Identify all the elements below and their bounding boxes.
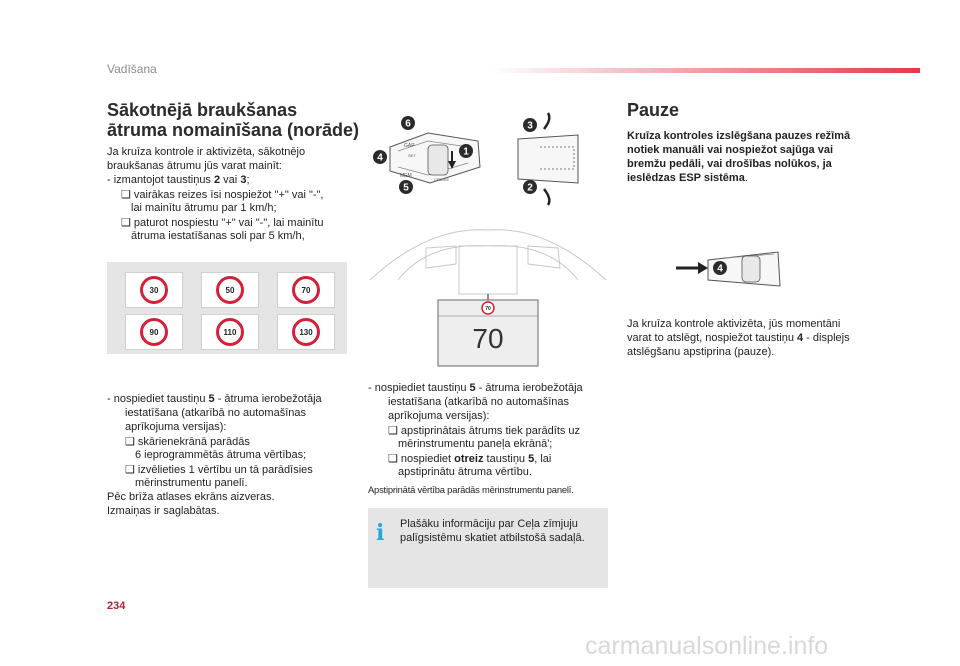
speed-sign-tile: [201, 272, 259, 308]
bullet-cont: iestatīšana (atkarībā no automašīnas: [125, 407, 306, 419]
display-speed-value: 70: [472, 323, 504, 354]
bullet-cont: iestatīšana (atkarībā no automašīnas: [388, 396, 569, 408]
watermark: carmanualsonline.info: [585, 632, 829, 660]
stalk-left-view: [390, 133, 480, 183]
speed-limit-sign-90: 90: [140, 318, 168, 346]
speed-limit-sign-50: 50: [216, 276, 244, 304]
svg-text:4: 4: [717, 263, 723, 275]
sub-bullet: ❑ izvēlieties 1 vērtību un tā parādīsies: [125, 464, 313, 476]
info-line: Plašāku informāciju par Ceļa zīmjuju: [400, 518, 578, 530]
bold-line: Kruīza kontroles izslēgšana pauzes režīmā: [627, 130, 851, 142]
para-line: varat to atslēgt, nospiežot taustiņu 4 - displejs: [627, 332, 850, 344]
bold-line: bremžu pedāli, vai drošības nolūkos, ja: [627, 158, 832, 170]
bold-line: ieslēdzas ESP sistēma.: [627, 172, 748, 184]
sub-bullet-cont: lai mainītu ātrumu par 1 km/h;: [131, 202, 277, 214]
sub-bullet-cont: mērinstrumentu paneļa ekrānā';: [398, 438, 553, 450]
callout-6: [401, 116, 415, 130]
speed-limit-sign-110: 110: [216, 318, 244, 346]
bold-line: notiek manuāli vai nospiežot sajūga vai: [627, 144, 834, 156]
sub-bullet: ❑ apstiprinātais ātrums tiek parādīts uz: [388, 425, 581, 437]
callout-1: [459, 144, 473, 158]
cruise-stalk-illustration: [368, 105, 608, 213]
callout-4: [373, 150, 387, 164]
closing-line: Izmaiņas ir saglabātas.: [107, 505, 220, 517]
para-line: Ja kruīza kontrole aktivizēta, jūs momentāni: [627, 318, 841, 330]
svg-text:4: 4: [377, 152, 383, 164]
speed-limit-sign-130: 130: [292, 318, 320, 346]
info-line: palīgsistēmu skatiet atbilstošā sadaļā.: [400, 532, 585, 544]
sub-bullet-cont: apstiprinātu ātruma vērtību.: [398, 466, 532, 478]
left-title-line2: ātruma nomainīšana (norāde): [107, 120, 360, 140]
svg-text:6: 6: [405, 118, 411, 130]
note-text: Apstiprinātā vērtība parādās mērinstrumentu panelī.: [368, 484, 574, 495]
speed-limit-sign-70: 70: [292, 276, 320, 304]
page-number: 234: [107, 600, 126, 612]
speed-signs-panel: [107, 262, 347, 354]
stalk-label-cruise: CRUISE: [434, 177, 450, 182]
svg-text:1: 1: [463, 146, 469, 158]
speed-sign-tile: [125, 314, 183, 350]
callout-5: [399, 180, 413, 194]
left-title-line1: Sākotnējā braukšanas: [107, 100, 298, 120]
callout-4: [713, 261, 727, 275]
callout-2: [523, 180, 537, 194]
bullet-confirm: - nospiediet taustiņu 5 - ātruma ierobežotāja: [368, 382, 583, 394]
intro-line: Ja kruīza kontrole ir aktivizēta, sākotnējo: [107, 146, 306, 158]
stalk-label-mem: MEM: [400, 173, 412, 179]
speed-sign-tile: [125, 272, 183, 308]
sub-bullet: ❑ nospiediet otreiz taustiņu 5, lai: [388, 453, 552, 465]
pause-title: Pauze: [627, 100, 680, 120]
bullet-cont: aprīkojuma versijas):: [125, 421, 227, 433]
speed-sign-tile: [277, 314, 335, 350]
speed-limit-sign-30: 30: [140, 276, 168, 304]
svg-text:5: 5: [403, 182, 409, 194]
header-accent-bar: [490, 68, 920, 73]
pause-stalk-illustration: [668, 238, 790, 300]
intro-line: braukšanas ātrumu jūs varat mainīt:: [107, 160, 282, 172]
speed-sign-tile: [277, 272, 335, 308]
info-icon: i: [376, 520, 385, 546]
sub-bullet: ❑ vairākas reizes īsi nospiežot "+" vai "-",: [121, 189, 324, 201]
speed-sign-tile: [201, 314, 259, 350]
closing-line: Pēc brīža atlases ekrāns aizveras.: [107, 491, 275, 503]
stalk-label-set: SET: [408, 153, 416, 158]
sub-bullet: ❑ skārienekrānā parādās: [125, 436, 250, 448]
sub-bullet-cont: ātruma iestatīšanas soli par 5 km/h,: [131, 230, 305, 242]
display-speed-sign: 70: [485, 306, 491, 312]
sub-bullet-cont: mērinstrumentu panelī.: [135, 477, 248, 489]
sub-bullet: ❑ paturot nospiestu "+" vai "-", lai mainītu: [121, 217, 324, 229]
bullet-confirm: - nospiediet taustiņu 5 - ātruma ierobežotāja: [107, 393, 322, 405]
para-line: atslēgšanu apstiprina (pauze).: [627, 346, 775, 358]
stalk-label-gap: GAP: [404, 143, 415, 149]
sub-bullet-cont: 6 ieprogrammētās ātruma vērtības;: [135, 449, 307, 461]
dashboard-illustration: [368, 218, 608, 368]
bullet-adjust: - izmantojot taustiņus 2 vai 3;: [107, 174, 250, 186]
bullet-cont: aprīkojuma versijas):: [388, 410, 490, 422]
section-title: Vadīšana: [107, 62, 157, 76]
callout-3: [523, 118, 537, 132]
svg-text:3: 3: [527, 120, 533, 132]
svg-text:2: 2: [527, 182, 533, 194]
